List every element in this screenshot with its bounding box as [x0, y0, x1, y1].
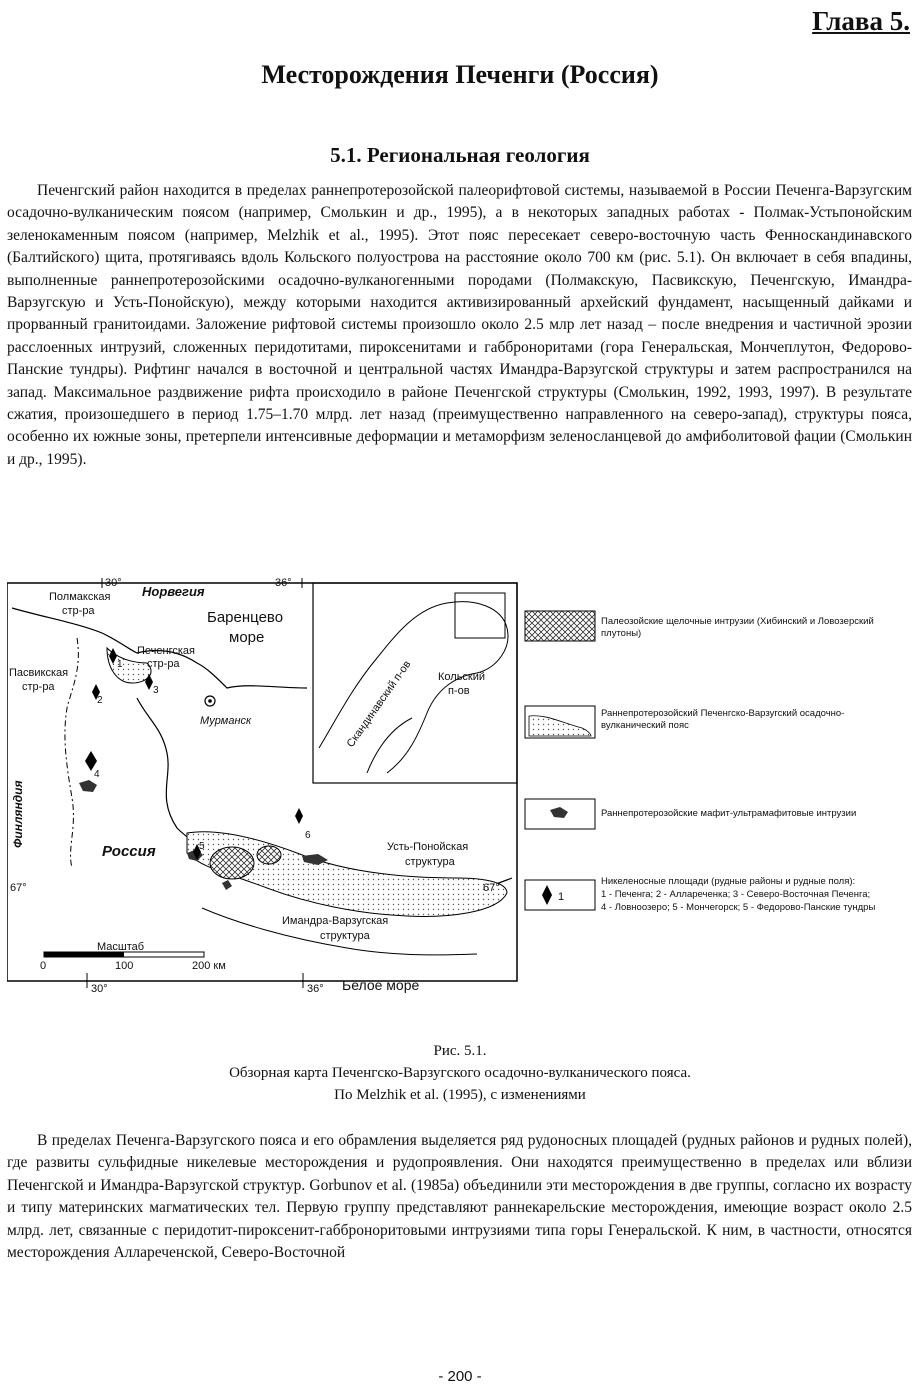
imandra-label-2: структура [320, 930, 370, 942]
kola-label: Кольский [438, 671, 486, 683]
murmansk-city-dot [208, 699, 212, 703]
deposit-markers [85, 648, 303, 860]
pasvik-label: Пасвикская [9, 667, 69, 679]
scandinavian-peninsula-label: Скандинавский п-ов [344, 658, 414, 750]
legend-deposit-number: 1 [558, 891, 565, 903]
lon-36-bottom-label: 36° [307, 983, 324, 995]
murmansk-label: Мурманск [200, 715, 252, 727]
lat-67-label-right: 67° [483, 882, 500, 894]
barents-label: Баренцево [207, 609, 284, 626]
legend-label-2: Раннепротерозойский Печенгско-Варзугский осадочно-вулканический пояс [601, 708, 845, 731]
deposit-5-label: 5 [199, 841, 205, 852]
figure-caption [0, 1040, 920, 1106]
deposit-4-marker [85, 751, 97, 771]
deposit-1-label: 1 [117, 659, 123, 670]
polmak-label: Полмакская [49, 591, 111, 603]
deposit-6-marker [295, 808, 303, 824]
chapter-heading: Глава 5. [812, 6, 910, 36]
polmak-label-2: стр-ра [62, 605, 95, 617]
scale-0: 0 [40, 960, 47, 972]
inset-coastline-south [367, 718, 412, 773]
lovozero-pluton [257, 846, 281, 864]
norway-label: Норвегия [142, 584, 205, 599]
caption-figure-number: Рис. 5.1. [433, 1043, 487, 1059]
barents-label-2: море [229, 629, 265, 646]
caption-source: По Melzhik et al. (1995), с изменениями [334, 1087, 586, 1103]
ust-ponoy-label: Усть-Понойская [387, 841, 469, 853]
map-legend [525, 611, 911, 913]
section-title: 5.1. Региональная геология [330, 143, 590, 167]
russia-label: Россия [102, 843, 156, 860]
paragraph-2: В пределах Печенга-Варзугского пояса и его обрамления выделяется ряд рудоносных площадей (рудных районов и рудных полей), где развиты сульфидные никелевые месторождения и рудопроявления. Они находятся преимущественно в пределах или вблизи Печенгской и Имандра-Варзугской структур. Gorbunov et al. (1985a) объединили эти месторождения в две группы, согласно их возрасту и типу материнских магматических тел. Первую группу представляют раннекарельские месторождения, имеющие возраст около 2.5 млрд. лет, связанные с перидотит-пироксенит-габброноритовыми интрузиями типа горы Генеральской. К ним, в частности, относятся месторождения Аллареченской, Северо-Восточной [7, 1132, 912, 1262]
legend-label-4-line3: 4 - Ловноозеро; 5 - Мончегорск; 5 - Федорово-Панские тундры [601, 902, 876, 913]
legend-swatch-alkaline [525, 611, 595, 641]
legend-label-4-line2: 1 - Печенга; 2 - Аллареченка; 3 - Северо-Восточная Печенга; [601, 889, 871, 900]
page-number: - 200 - [438, 1368, 482, 1385]
pasvik-label-2: стр-ра [22, 681, 55, 693]
lat-67-label: 67° [10, 882, 27, 894]
khibiny-pluton [210, 847, 254, 879]
lon-30-label: 30° [105, 578, 122, 589]
legend-label-4-line1: Никеленосные площади (рудные районы и рудные поля): [601, 876, 856, 887]
mafic-intrusion [222, 880, 232, 890]
pechenga-label: Печенгская [137, 645, 195, 657]
kola-label-2: п-ов [448, 685, 470, 697]
deposit-3-label: 3 [153, 685, 159, 696]
lon-36-label: 36° [275, 578, 292, 589]
finland-label: Финляндия [11, 780, 25, 848]
caption-title: Обзорная карта Печенгско-Варзугского осадочно-вулканического пояса. [229, 1065, 691, 1081]
legend-item-1 [601, 616, 911, 652]
chapter-title: Месторождения Печенги (Россия) [261, 60, 659, 89]
imandra-label: Имандра-Варзугская [282, 915, 389, 927]
white-sea-label: Белое море [342, 977, 420, 993]
legend-label-3: Раннепротерозойские мафит-ультрамафитовые интрузии [601, 808, 857, 819]
inset-map-frame [313, 583, 517, 783]
inset-area-box [455, 593, 505, 638]
legend-item-2 [601, 708, 851, 744]
lon-30-bottom-label: 30° [91, 983, 108, 995]
deposit-6-label: 6 [305, 830, 311, 841]
scale-200: 200 км [192, 960, 226, 972]
scale-100: 100 [115, 960, 134, 972]
ust-ponoy-label-2: структура [405, 856, 455, 868]
regional-map-figure [7, 578, 912, 998]
deposit-4-label: 4 [94, 769, 100, 780]
deposit-2-label: 2 [97, 695, 103, 706]
paragraph-1: Печенгский район находится в пределах раннепротерозойской палеорифтовой системы, называемой в России Печенга-Варзугским осадочно-вулканическим поясом (например, Смолькин и др., 1995), а в некоторых западных работах - Полмак-Устьпонойским зеленокаменным поясом (например, Melzhik et al., 1995). Этот пояс пересекает северо-восточную часть Фенноскандинавского (Балтийского) щита, протягиваясь вдоль Кольского полуострова на расстояние около 700 км (рис. 5.1). Он включает в себя впадины, выполненные раннепротерозойскими осадочно-вулканогенными породами (Полмакскую, Пасвикскую, Печенгскую, Имандра-Варзугскую и Усть-Понойскую), между которыми находится активизированный архейский фундамент, насыщенный дайками и прорванный гранитоидами. Заложение рифтовой системы произошло около 2.5 млр лет назад – после внедрения и частичной эрозии расслоенных интрузий, сложенных перидотитами, пироксенитами и габброноритами (гора Генеральская, Мончеплутон, Федорово-Панские тундры). Рифтинг начался в восточной и центральной частях Имандра-Варзугской структуры и затем распространился на запад. Максимальное раздвижение рифта происходило в районе Печенгской структуры (Смолькин, 1992, 1993, 1997). В результате сжатия, произошедшего в период 1.75–1.70 млрд. лет назад (преимущественно направленного на северо-запад), структуры пояса, особенно их южные зоны, претерпели интенсивные деформации и метаморфизм зеленосланцевой до амфиболитовой фации (Смолькин и др., 1995). [7, 182, 912, 468]
scale-label: Масштаб [97, 941, 145, 953]
inset-coastline [319, 602, 508, 773]
pechenga-label-2: стр-ра [147, 658, 180, 670]
mafic-intrusion [79, 780, 97, 792]
legend-label-1: Палеозойские щелочные интрузии (Хибинский и Ловозерский плутоны) [601, 616, 874, 639]
